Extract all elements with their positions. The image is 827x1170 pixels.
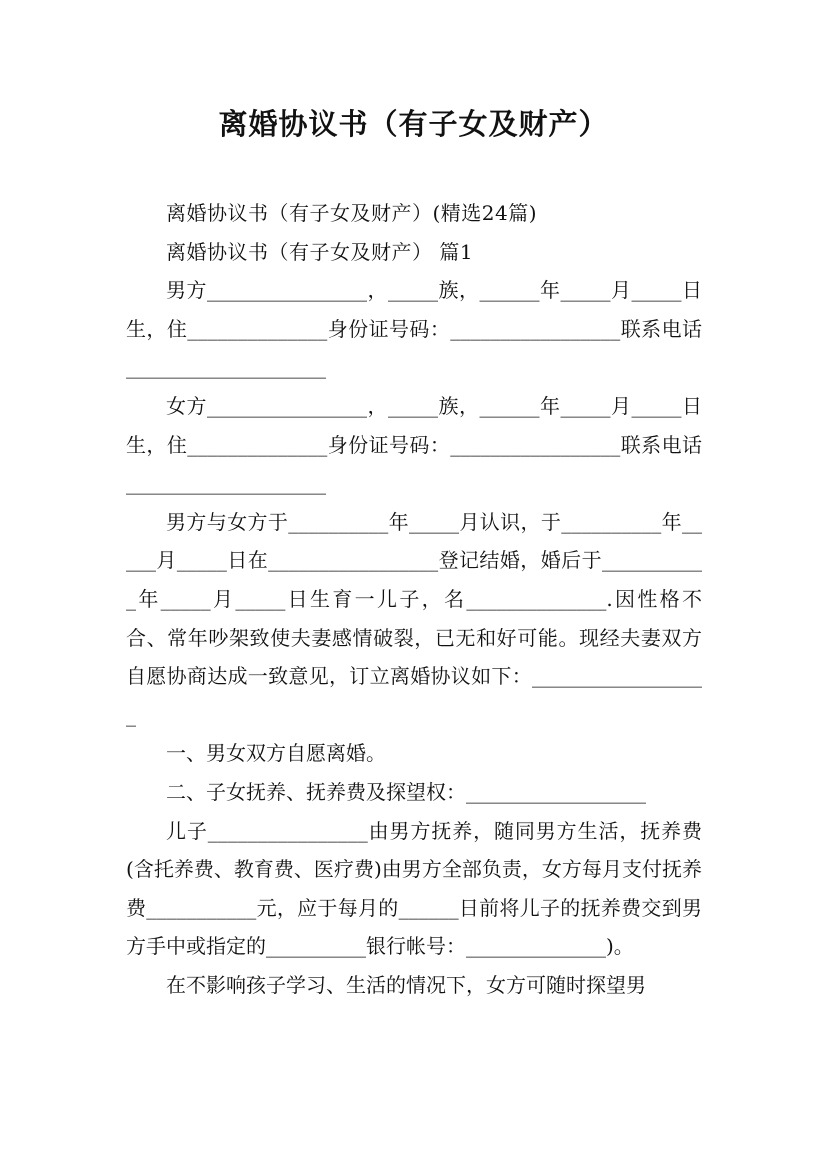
clause-one-paragraph: 一、男女双方自愿离婚。 — [166, 741, 386, 766]
document-intro: 离婚协议书（有子女及财产）(精选24篇) — [166, 201, 538, 225]
document-title: 离婚协议书（有子女及财产） — [218, 107, 609, 141]
clause-two-heading: 二、子女抚养、抚养费及探望权：__________________ — [166, 779, 646, 804]
visitation-paragraph: 在不影响孩子学习、生活的情况下，女方可随时探望男 — [166, 972, 646, 997]
male-party-paragraph: 男方________________，_____族，______年_____月_____日生，住______________身份证号码：_________________联系电话____________________ — [126, 278, 702, 380]
female-party-paragraph: 女方________________，_____族，______年_____月_____日生，住______________身份证号码：_________________联系电话____________________ — [126, 393, 702, 496]
section-heading: 离婚协议书（有子女及财产） 篇1 — [166, 239, 474, 264]
document-body — [126, 194, 702, 1004]
child-support-paragraph: 儿子________________由男方抚养，随同男方生活，抚养费(含托养费、教育费、医疗费)由男方全部负责，女方每月支付抚养费___________元，应于每月的______日前将儿子的抚养费交到男方手中或指定的__________银行帐号：______________)。 — [126, 818, 702, 959]
marriage-history-paragraph: 男方与女方于__________年_____月认识，于__________年_____月_____日在_________________登记结婚，婚后于___________年_____月_____日生育一儿子，名______________.因性格不合、常年吵架致使夫妻感情破裂，已无和好可能。现经夫妻双方自愿协商达成一致意见，订立离婚协议如下：__________________ — [126, 509, 702, 727]
